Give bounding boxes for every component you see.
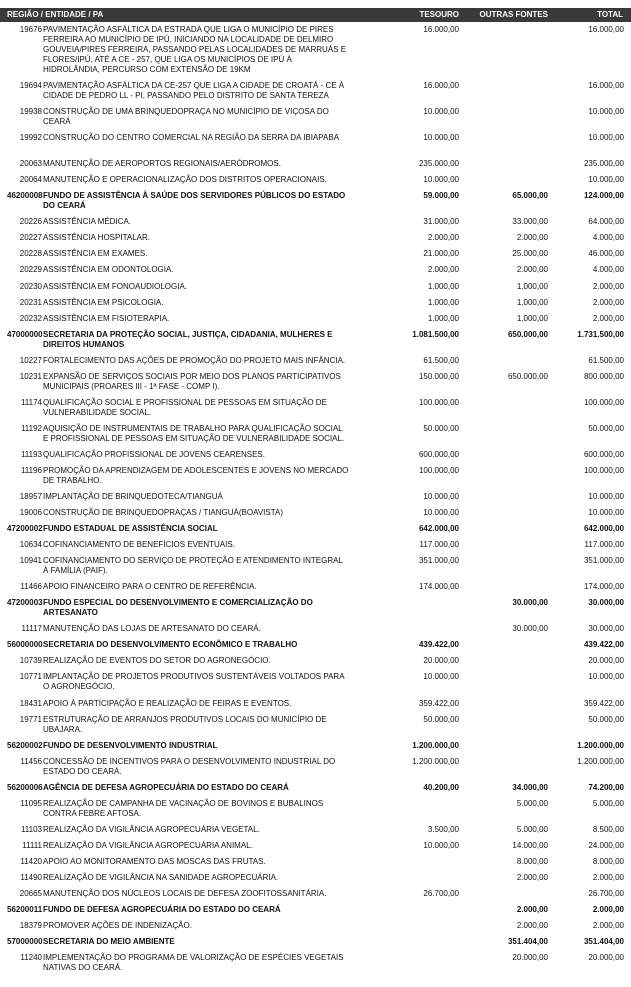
entity-row	[0, 191, 631, 217]
row-description: SECRETARIA DO DESENVOLVIMENTO ECONÔMICO E TRABALHO	[43, 640, 298, 650]
row-code: 10941	[19, 556, 42, 566]
row-tesouro: 1.000,00	[427, 297, 459, 307]
row-description: CONSTRUÇÃO DE UMA BRINQUEDOPRAÇA NO MUNICÍPIO DE VIÇOSA DO CEARÁ	[43, 107, 329, 127]
row-tesouro: 117.000,00	[419, 540, 459, 550]
row-code: 57000000	[7, 937, 43, 947]
row-total: 74.200,00	[588, 782, 624, 792]
row-code: 47000000	[7, 329, 43, 339]
row-description: SECRETARIA DA PROTEÇÃO SOCIAL, JUSTIÇA, CIDADANIA, MULHERES E DIREITOS HUMANOS	[43, 329, 333, 349]
row-outras-fontes: 2.000,00	[516, 921, 548, 931]
row-description: REALIZAÇÃO DA VIGILÂNCIA AGROPECUÁRIA ANIMAL.	[43, 840, 253, 850]
row-code: 20232	[19, 313, 42, 323]
table-row	[0, 715, 631, 741]
row-code: 20226	[19, 217, 42, 227]
row-tesouro: 16.000,00	[423, 81, 459, 91]
row-code: 11095	[20, 798, 42, 808]
header-regiao: REGIÃO / ENTIDADE / PA	[7, 10, 104, 19]
entity-row	[0, 783, 631, 799]
row-code: 11196	[20, 465, 42, 475]
row-code: 18431	[19, 698, 42, 708]
row-tesouro: 61.500,00	[423, 355, 459, 365]
table-row	[0, 799, 631, 825]
row-description: ASSISTÊNCIA EM PSICOLOGIA.	[43, 297, 164, 307]
row-total: 20.000,00	[588, 953, 624, 963]
table-row	[0, 508, 631, 524]
row-total: 10.000,00	[588, 672, 624, 682]
row-tesouro: 2.000,00	[427, 233, 459, 243]
row-total: 50.000,00	[588, 714, 624, 724]
row-description: MANUTENÇÃO E OPERACIONALIZAÇÃO DOS DISTRITOS OPERACIONAIS.	[43, 175, 327, 185]
row-total: 2.000,00	[592, 281, 624, 291]
table-row	[0, 624, 631, 640]
table-row	[0, 175, 631, 191]
row-total: 2.000,00	[592, 313, 624, 323]
row-total: 174.000,00	[583, 582, 624, 592]
row-code: 20665	[19, 888, 42, 898]
row-description: APOIO À PARTICIPAÇÃO E REALIZAÇÃO DE FEIRAS E EVENTOS.	[43, 698, 292, 708]
row-total: 4.000,00	[592, 233, 624, 243]
row-total: 16.000,00	[588, 81, 624, 91]
row-tesouro: 10.000,00	[423, 672, 459, 682]
row-description: ASSISTÊNCIA EM FISIOTERAPIA.	[43, 313, 170, 323]
row-tesouro: 3.500,00	[427, 824, 459, 834]
row-total: 235.000,00	[583, 159, 624, 169]
table-row	[0, 757, 631, 783]
row-code: 11456	[20, 756, 42, 766]
row-description: CONSTRUÇÃO DE BRINQUEDOPRAÇAS / TIANGUÁ(BOAVISTA)	[43, 508, 284, 518]
row-code: 19992	[19, 133, 42, 143]
table-row	[0, 356, 631, 372]
row-total: 2.000,00	[592, 297, 624, 307]
row-tesouro: 235.000,00	[418, 159, 459, 169]
row-tesouro: 600.000,00	[418, 449, 459, 459]
row-total: 10.000,00	[588, 107, 624, 117]
row-code: 11174	[20, 397, 42, 407]
row-code: 19771	[19, 714, 42, 724]
row-tesouro: 642.000,00	[418, 524, 459, 534]
row-description: ESTRUTURAÇÃO DE ARRANJOS PRODUTIVOS LOCAIS DO MUNICÍPIO DE UBAJARA.	[43, 714, 327, 734]
row-tesouro: 1.000,00	[427, 281, 459, 291]
row-code: 19694	[19, 81, 42, 91]
row-total: 4.000,00	[592, 265, 624, 275]
row-total: 10.000,00	[588, 491, 624, 501]
table-row	[0, 450, 631, 466]
row-description: IMPLANTAÇÃO DE BRINQUEDOTECA/TIANGUÁ	[43, 491, 223, 501]
row-description: PROMOVER AÇÕES DE INDENIZAÇÃO.	[43, 921, 192, 931]
row-description: ASSISTÊNCIA EM FONOAUDIOLOGIA.	[43, 281, 188, 291]
row-outras-fontes: 2.000,00	[516, 265, 548, 275]
row-total: 30.000,00	[588, 624, 624, 634]
row-code: 46200008	[7, 191, 43, 201]
row-tesouro: 174.000,00	[418, 582, 459, 592]
row-outras-fontes: 1.000,00	[516, 313, 548, 323]
row-total: 10.000,00	[588, 508, 624, 518]
row-total: 20.000,00	[588, 656, 624, 666]
row-code: 11111	[22, 840, 42, 850]
table-row	[0, 857, 631, 873]
row-code: 11240	[20, 953, 42, 963]
row-outras-fontes: 650.000,00	[507, 371, 548, 381]
row-outras-fontes: 2.000,00	[516, 233, 548, 243]
table-row	[0, 424, 631, 450]
row-outras-fontes: 25.000,00	[512, 249, 548, 259]
row-tesouro: 1.000,00	[427, 313, 459, 323]
row-code: 19938	[19, 107, 42, 117]
row-description: COFINANCIAMENTO DO SERVIÇO DE PROTEÇÃO E ATENDIMENTO INTEGRAL À FAMÍLIA (PAIF).	[43, 556, 343, 576]
row-total: 30.000,00	[588, 598, 624, 608]
table-row	[0, 953, 631, 979]
row-description: CONSTRUÇÃO DO CENTRO COMERCIAL NA REGIÃO DA SERRA DA IBIAPABA	[43, 133, 340, 143]
row-code: 56200011	[7, 905, 43, 915]
row-total: 50.000,00	[588, 423, 624, 433]
table-body	[0, 25, 631, 979]
row-code: 10634	[19, 540, 42, 550]
row-code: 20227	[19, 233, 42, 243]
table-row	[0, 217, 631, 233]
row-tesouro: 10.000,00	[423, 175, 459, 185]
row-total: 800.000,00	[583, 371, 624, 381]
row-code: 20229	[19, 265, 42, 275]
row-description: EXPANSÃO DE SERVIÇOS SOCIAIS POR MEIO DOS PLANOS PARTICIPATIVOS MUNICIPAIS (PROARES III - 1ª FASE - COMP I).	[43, 371, 341, 391]
entity-row	[0, 905, 631, 921]
table-row	[0, 233, 631, 249]
row-outras-fontes: 30.000,00	[512, 598, 548, 608]
header-total: TOTAL	[597, 10, 623, 19]
row-total: 351.404,00	[583, 937, 624, 947]
row-description: PAVIMENTAÇÃO ASFÁLTICA DA ESTRADA QUE LIGA O MUNICÍPIO DE PIRES FERREIRA AO MUNICÍPIO DE IPÚ, INICIANDO NA LOCALIDADE DE DELMIRO GOUVEIA/PIRES FERREIRA, PASSANDO PELAS LOCALIDADES DE MARRUÁS E FLORES/IPÚ, ATÉ A CE - 257, QUE LIGA OS MUNICÍPIOS DE IPÚ À HIDROLÂNDIA, PERCURSO COM EXTENSÃO DE 19KM	[43, 25, 347, 74]
row-code: 20230	[19, 281, 42, 291]
row-tesouro: 50.000,00	[423, 714, 459, 724]
row-description: IMPLANTAÇÃO DE PROJETOS PRODUTIVOS SUSTENTÁVEIS VOLTADOS PARA O AGRONEGÓCIO.	[43, 672, 345, 692]
entity-row	[0, 640, 631, 656]
row-code: 56200006	[7, 782, 43, 792]
row-description: QUALIFICAÇÃO PROFISSIONAL DE JOVENS CEARENSES.	[43, 449, 265, 459]
row-total: 642.000,00	[583, 524, 624, 534]
row-description: FORTALECIMENTO DAS AÇÕES DE PROMOÇÃO DO PROJETO MAIS INFÂNCIA.	[43, 355, 346, 365]
row-description: APOIO FINANCEIRO PARA O CENTRO DE REFERÊNCIA.	[43, 582, 257, 592]
row-code: 11490	[20, 872, 42, 882]
row-outras-fontes: 33.000,00	[512, 217, 548, 227]
row-outras-fontes: 8.000,00	[516, 856, 548, 866]
table-row	[0, 107, 631, 133]
row-tesouro: 100.000,00	[418, 465, 459, 475]
row-tesouro: 21.000,00	[423, 249, 459, 259]
row-total: 2.000,00	[592, 872, 624, 882]
table-row	[0, 873, 631, 889]
row-total: 46.000,00	[588, 249, 624, 259]
table-row	[0, 398, 631, 424]
table-row	[0, 298, 631, 314]
table-row	[0, 133, 631, 159]
row-outras-fontes: 65.000,00	[512, 191, 548, 201]
table-row	[0, 249, 631, 265]
row-description: CONCESSÃO DE INCENTIVOS PARA O DESENVOLVIMENTO INDUSTRIAL DO ESTADO DO CEARÁ.	[43, 756, 336, 776]
row-tesouro: 10.000,00	[423, 840, 459, 850]
table-row	[0, 466, 631, 492]
row-total: 16.000,00	[588, 25, 624, 34]
table-row	[0, 556, 631, 582]
table-row	[0, 656, 631, 672]
row-outras-fontes: 34.000,00	[512, 782, 548, 792]
table-row	[0, 540, 631, 556]
row-code: 11192	[20, 423, 42, 433]
row-code: 56000000	[7, 640, 43, 650]
row-code: 47200003	[7, 598, 43, 608]
row-tesouro: 351.000,00	[418, 556, 459, 566]
row-code: 11466	[20, 582, 42, 592]
entity-row	[0, 330, 631, 356]
row-tesouro: 2.000,00	[427, 265, 459, 275]
row-outras-fontes: 14.000,00	[512, 840, 548, 850]
row-outras-fontes: 2.000,00	[516, 872, 548, 882]
row-description: ASSISTÊNCIA HOSPITALAR.	[43, 233, 150, 243]
row-description: COFINANCIAMENTO DE BENEFÍCIOS EVENTUAIS.	[43, 540, 235, 550]
table-row	[0, 159, 631, 175]
row-code: 19676	[19, 25, 42, 34]
row-code: 10739	[19, 656, 42, 666]
row-code: 20064	[19, 175, 42, 185]
row-code: 47200002	[7, 524, 43, 534]
header-tesouro: TESOURO	[419, 10, 459, 19]
row-outras-fontes: 351.404,00	[507, 937, 548, 947]
row-outras-fontes: 650.000,00	[507, 329, 548, 339]
entity-row	[0, 598, 631, 624]
row-code: 20228	[19, 249, 42, 259]
row-total: 2.000,00	[592, 921, 624, 931]
row-tesouro: 10.000,00	[423, 107, 459, 117]
table-row	[0, 372, 631, 398]
row-outras-fontes: 2.000,00	[516, 905, 548, 915]
row-total: 2.000,00	[592, 905, 624, 915]
row-tesouro: 439.422,00	[418, 640, 459, 650]
entity-row	[0, 524, 631, 540]
header-outras-fontes: OUTRAS FONTES	[479, 10, 548, 19]
row-tesouro: 50.000,00	[423, 423, 459, 433]
row-tesouro: 59.000,00	[423, 191, 459, 201]
row-total: 5.000,00	[592, 798, 624, 808]
row-code: 56200002	[7, 740, 43, 750]
row-description: PAVIMENTAÇÃO ASFÁLTICA DA CE-257 QUE LIGA A CIDADE DE CROATÁ - CE À CIDADE DE PEDRO LL - PI, PASSANDO PELO DISTRITO DE SANTA TEREZA	[43, 81, 345, 101]
row-description: IMPLEMENTAÇÃO DO PROGRAMA DE VALORIZAÇÃO DE ESPÉCIES VEGETAIS NATIVAS DO CEARÁ.	[43, 953, 344, 973]
row-description: AQUISIÇÃO DE INSTRUMENTAIS DE TRABALHO PARA QUALIFICAÇÃO SOCIAL E PROFISSIONAL DE PESSOAS EM SITUAÇÃO DE VULNERABILIDADE SOCIAL.	[43, 423, 345, 443]
row-code: 11193	[20, 449, 42, 459]
row-total: 10.000,00	[588, 175, 624, 185]
row-tesouro: 20.000,00	[423, 656, 459, 666]
row-description: QUALIFICAÇÃO SOCIAL E PROFISSIONAL DE PESSOAS EM SITUAÇÃO DE VULNERABILIDADE SOCIAL.	[43, 397, 327, 417]
row-description: REALIZAÇÃO DE EVENTOS DO SETOR DO AGRONEGÓCIO.	[43, 656, 271, 666]
row-tesouro: 1.200.000,00	[412, 756, 459, 766]
row-total: 8.000,00	[592, 856, 624, 866]
row-code: 19006	[19, 508, 42, 518]
row-outras-fontes: 20.000,00	[512, 953, 548, 963]
row-code: 18957	[19, 491, 42, 501]
row-tesouro: 10.000,00	[423, 133, 459, 143]
row-description: REALIZAÇÃO DE VIGILÂNCIA NA SANIDADE AGROPECUÁRIA.	[43, 872, 279, 882]
table-row	[0, 921, 631, 937]
table-row	[0, 314, 631, 330]
row-description: MANUTENÇÃO DOS NÚCLEOS LOCAIS DE DEFESA ZOOFITOSSANITÁRIA.	[43, 888, 327, 898]
row-description: APOIO AO MONITORAMENTO DAS MOSCAS DAS FRUTAS.	[43, 856, 266, 866]
row-tesouro: 100.000,00	[418, 397, 459, 407]
row-description: SECRETARIA DO MEIO AMBIENTE	[43, 937, 175, 947]
row-total: 100.000,00	[583, 465, 624, 475]
row-code: 10771	[19, 672, 42, 682]
row-code: 18379	[19, 921, 42, 931]
table-row	[0, 282, 631, 298]
row-tesouro: 10.000,00	[423, 491, 459, 501]
row-description: ASSISTÊNCIA EM ODONTOLOGIA.	[43, 265, 174, 275]
row-total: 61.500,00	[588, 355, 624, 365]
row-total: 1.200.000,00	[577, 756, 624, 766]
table-row	[0, 825, 631, 841]
row-tesouro: 359.422,00	[418, 698, 459, 708]
row-code: 10231	[19, 371, 42, 381]
row-outras-fontes: 5.000,00	[516, 824, 548, 834]
row-description: FUNDO DE DESENVOLVIMENTO INDUSTRIAL	[43, 740, 218, 750]
row-description: REALIZAÇÃO DA VIGILÂNCIA AGROPECUÁRIA VEGETAL.	[43, 824, 260, 834]
row-outras-fontes: 30.000,00	[512, 624, 548, 634]
entity-row	[0, 937, 631, 953]
row-code: 11103	[20, 824, 42, 834]
table-row	[0, 582, 631, 598]
row-tesouro: 1.200.000,00	[412, 740, 459, 750]
row-total: 117.000,00	[584, 540, 624, 550]
row-total: 600.000,00	[583, 449, 624, 459]
row-description: FUNDO DE ASSISTÊNCIA À SAÚDE DOS SERVIDORES PÚBLICOS DO ESTADO DO CEARÁ	[43, 191, 346, 211]
row-description: ASSISTÊNCIA MÉDICA.	[43, 217, 132, 227]
row-code: 20231	[19, 297, 42, 307]
row-description: AGÊNCIA DE DEFESA AGROPECUÁRIA DO ESTADO DO CEARÁ	[43, 782, 289, 792]
row-code: 20063	[19, 159, 42, 169]
row-tesouro: 10.000,00	[423, 508, 459, 518]
entity-row	[0, 741, 631, 757]
table-row	[0, 25, 631, 81]
row-total: 64.000,00	[588, 217, 624, 227]
row-description: MANUTENÇÃO DAS LOJAS DE ARTESANATO DO CEARÁ.	[43, 624, 261, 634]
row-code: 11117	[21, 624, 42, 634]
row-description: MANUTENÇÃO DE AEROPORTOS REGIONAIS/AERÓDROMOS.	[43, 159, 281, 169]
row-tesouro: 31.000,00	[423, 217, 459, 227]
row-tesouro: 16.000,00	[423, 25, 459, 34]
row-description: PROMOÇÃO DA APRENDIZAGEM DE ADOLESCENTES E JOVENS NO MERCADO DE TRABALHO.	[43, 465, 349, 485]
table-row	[0, 81, 631, 107]
row-outras-fontes: 5.000,00	[516, 798, 548, 808]
row-total: 100.000,00	[583, 397, 624, 407]
table-row	[0, 672, 631, 698]
row-total: 26.700,00	[588, 888, 624, 898]
row-description: ASSISTÊNCIA EM EXAMES.	[43, 249, 148, 259]
row-code: 10227	[19, 355, 42, 365]
row-tesouro: 40.200,00	[423, 782, 459, 792]
table-row	[0, 889, 631, 905]
table-row	[0, 492, 631, 508]
row-total: 1.731.500,00	[577, 329, 624, 339]
table-row	[0, 841, 631, 857]
row-tesouro: 150.000,00	[418, 371, 459, 381]
row-outras-fontes: 1.000,00	[516, 297, 548, 307]
table-header	[0, 8, 631, 22]
row-tesouro: 1.081.500,00	[412, 329, 459, 339]
row-total: 1.200.000,00	[577, 740, 624, 750]
row-total: 439.422,00	[583, 640, 624, 650]
row-description: FUNDO ESTADUAL DE ASSISTÊNCIA SOCIAL	[43, 524, 218, 534]
row-description: FUNDO ESPECIAL DO DESENVOLVIMENTO E COMERCIALIZAÇÃO DO ARTESANATO	[43, 598, 313, 618]
row-total: 8.500,00	[592, 824, 624, 834]
row-description: FUNDO DE DEFESA AGROPECUÁRIA DO ESTADO DO CEARÁ	[43, 905, 281, 915]
row-outras-fontes: 1.000,00	[516, 281, 548, 291]
table-row	[0, 699, 631, 715]
row-total: 124.000,00	[583, 191, 624, 201]
row-tesouro: 26.700,00	[423, 888, 459, 898]
row-total: 24.000,00	[588, 840, 624, 850]
row-code: 11420	[20, 856, 42, 866]
row-total: 351.000,00	[583, 556, 624, 566]
table-row	[0, 265, 631, 281]
row-description: REALIZAÇÃO DE CAMPANHA DE VACINAÇÃO DE BOVINOS E BUBALINOS CONTRA FEBRE AFTOSA.	[43, 798, 324, 818]
row-total: 359.422,00	[583, 698, 624, 708]
row-total: 10.000,00	[588, 133, 624, 143]
